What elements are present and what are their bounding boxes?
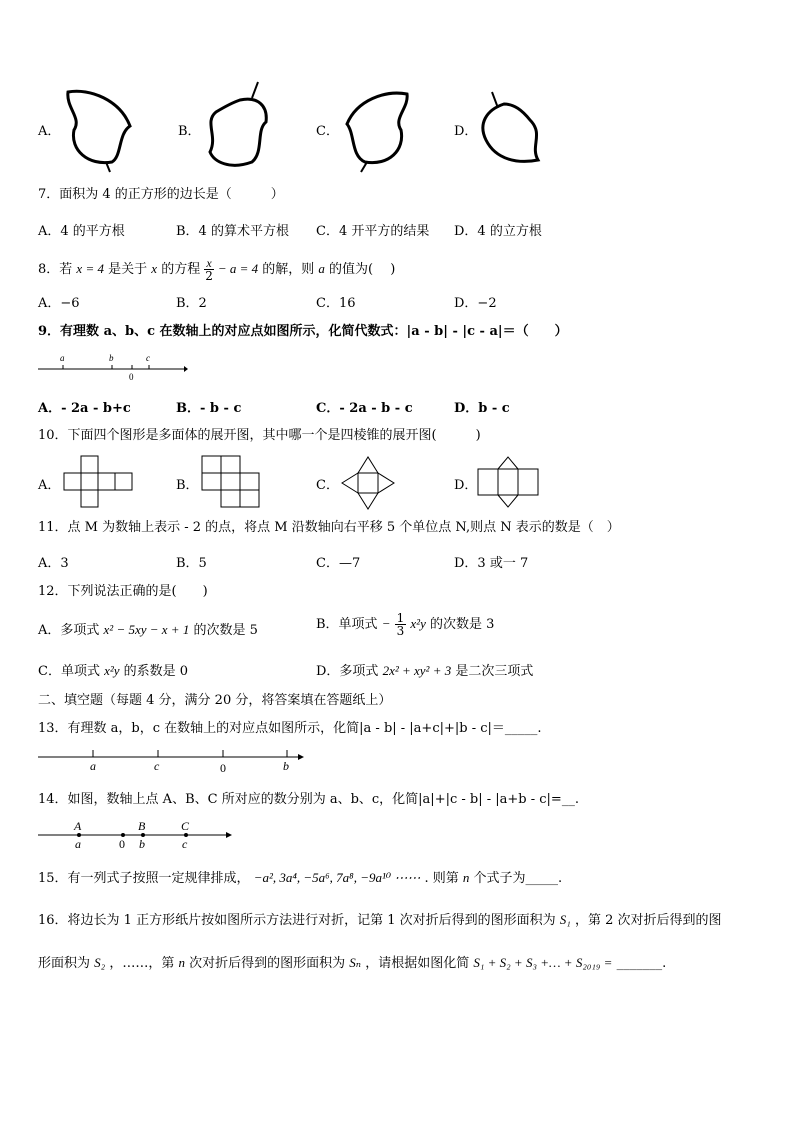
q10-label-d: D． [454, 478, 478, 493]
q16-line2 [38, 955, 666, 972]
q14-axis-A: A [74, 819, 82, 833]
q16-line2-mid2: 次对折后得到的图形面积为 [189, 956, 346, 971]
q12-option-d [316, 660, 533, 679]
q13-axis-zero: 0 [220, 761, 226, 774]
q13-number-line [36, 746, 308, 774]
q16-S1: S₁ [559, 912, 571, 927]
q9-option-c: C．- 2a - b - c [316, 401, 413, 416]
q12-c-expr: x²y [104, 663, 120, 678]
q10-label-c: C． [316, 478, 339, 493]
q12-d-pre: D．多项式 [316, 664, 379, 679]
q15-var-n: n [462, 870, 470, 885]
q16-line2-mid1: ，……，第 [109, 956, 175, 971]
q12-b-expr: x²y [410, 616, 426, 631]
q12-a-post: 的次数是 5 [193, 623, 258, 638]
q14-stem: 14．如图，数轴上点 A、B、C 所对应的数分别为 a、b、c，化简|a|+|c - b| - |a+b - c|=__. [38, 792, 579, 807]
q8-frac-den: 2 [205, 269, 213, 283]
q6-label-d: D． [454, 124, 478, 139]
q8-stem-end: 的值为( ) [329, 262, 396, 277]
q14-axis-c: c [182, 837, 188, 851]
q12-a-expr: x² − 5xy − x + 1 [103, 622, 190, 637]
q16-S2: S₂ [94, 955, 106, 970]
q8-eq-tail: − a = 4 [217, 261, 259, 276]
q7-stem: 7．面积为 4 的正方形的边长是（ ） [38, 187, 284, 202]
q16-line2-pre: 形面积为 [38, 956, 91, 971]
q6-leaf-b [200, 78, 280, 173]
q8-option-c: C．16 [316, 296, 356, 311]
q9-axis-a: a [60, 353, 65, 363]
q15-stem-pre: 15．有一列式子按照一定规律排成， [38, 871, 250, 886]
q15-sequence: −a², 3a⁴, −5a⁶, 7a⁸, −9a¹⁰ ⋯⋯ [253, 870, 421, 885]
q11-option-b: B．5 [176, 556, 207, 571]
q12-d-post: 是二次三项式 [455, 664, 534, 679]
q11-option-a: A．3 [38, 556, 69, 571]
q7-option-a: A．4 的平方根 [38, 224, 125, 239]
q15-stem-end: 个式子为_____. [473, 871, 563, 886]
q10-label-b: B． [176, 478, 199, 493]
q9-axis-b: b [109, 353, 114, 363]
q8-stem-mid3: 的解，则 [262, 262, 315, 277]
q9-stem: 9．有理数 a、b、c 在数轴上的对应点如图所示，化简代数式：|a - b| - |c - a|＝（ ） [38, 324, 568, 339]
q7-option-d: D．4 的立方根 [454, 224, 542, 239]
q12-b-post: 的次数是 3 [429, 617, 495, 632]
q8-frac-num: x [206, 256, 212, 270]
q12-b-fraction [395, 612, 407, 637]
q12-b-pre: B．单项式 [316, 617, 378, 632]
q9-option-a: A．- 2a - b+c [38, 401, 131, 416]
q16-var-n: n [178, 955, 185, 970]
q13-axis-b: b [283, 759, 289, 773]
q14-number-line [36, 818, 236, 852]
q8-option-d: D．−2 [454, 296, 497, 311]
q12-stem: 12．下列说法正确的是( ) [38, 584, 208, 599]
q7-option-c: C．4 开平方的结果 [316, 224, 430, 239]
q8-stem [38, 257, 395, 282]
q11-option-d: D．3 或一 7 [454, 556, 529, 571]
q10-net-a [60, 455, 136, 511]
q9-axis-c: c [146, 353, 150, 363]
section-heading: 二、填空题（每题 4 分，满分 20 分，将答案填在答题纸上） [38, 693, 392, 708]
q12-b-den: 3 [396, 624, 405, 638]
q15-stem [38, 870, 562, 887]
q8-option-a: A．−6 [38, 296, 80, 311]
q12-option-c [38, 660, 188, 679]
q16-line1-post: ，第 2 次对折后得到的图 [574, 913, 722, 928]
q14-axis-B: B [138, 819, 146, 833]
q10-net-b [198, 455, 264, 511]
q12-b-num: 1 [396, 611, 405, 625]
q11-option-c: C．—7 [316, 556, 361, 571]
q16-line1-pre: 16．将边长为 1 正方形纸片按如图所示方法进行对折，记第 1 次对折后得到的图形面积为 [38, 913, 556, 928]
q13-axis-a: a [90, 759, 96, 773]
q16-Sn: Sₙ [349, 955, 362, 970]
q13-axis-c: c [154, 759, 160, 773]
q6-leaf-c [335, 78, 415, 173]
q11-stem: 11．点 M 为数轴上表示 - 2 的点，将点 M 沿数轴向右平移 5 个单位点 N,则点 N 表示的数是（ ） [38, 520, 620, 535]
q16-answer-blank: _______. [616, 956, 667, 971]
q14-axis-b: b [139, 837, 145, 851]
q16-line2-mid3: ，请根据如图化简 [365, 956, 470, 971]
q10-net-c [338, 455, 400, 511]
q14-axis-zero: 0 [119, 837, 125, 851]
q13-stem: 13．有理数 a，b，c 在数轴上的对应点如图所示，化简|a - b| - |a+c|+|b - c|＝_____. [38, 721, 542, 736]
q12-a-pre: A．多项式 [38, 623, 100, 638]
q8-var-a: a [318, 261, 325, 276]
q16-line1 [38, 912, 721, 929]
q6-leaf-a [60, 78, 140, 173]
q6-leaf-d [472, 78, 552, 173]
q10-net-d [474, 455, 544, 511]
q12-option-a [38, 619, 258, 638]
q9-axis-zero: 0 [129, 372, 134, 382]
q14-axis-C: C [181, 819, 190, 833]
q8-stem-mid1: 是关于 [108, 262, 148, 277]
q8-stem-pre: 8．若 [38, 262, 73, 277]
q7-option-b: B．4 的算术平方根 [176, 224, 289, 239]
q6-label-a: A． [38, 124, 61, 139]
q8-option-b: B．2 [176, 296, 207, 311]
q8-var-x: x [151, 261, 158, 276]
q9-number-line [36, 350, 191, 382]
q8-fraction [204, 257, 213, 282]
q8-condition: x = 4 [76, 261, 104, 276]
q12-b-sign: − [381, 616, 391, 631]
q12-option-b [316, 612, 494, 637]
q14-axis-a: a [75, 837, 81, 851]
q6-label-c: C． [316, 124, 339, 139]
q12-d-expr: 2x² + xy² + 3 [382, 663, 452, 678]
q8-stem-mid2: 的方程 [161, 262, 201, 277]
q6-label-b: B． [178, 124, 201, 139]
q15-stem-mid: . 则第 [424, 871, 459, 886]
q9-option-b: B．- b - c [176, 401, 242, 416]
q10-stem: 10．下面四个图形是多面体的展开图，其中哪一个是四棱锥的展开图( ) [38, 428, 481, 443]
q9-option-d: D．b - c [454, 401, 510, 416]
q16-sum-expression: S₁ + S₂ + S₃ +… + S₂₀₁₉ = [473, 955, 613, 970]
q12-c-post: 的系数是 0 [123, 664, 189, 679]
q12-c-pre: C．单项式 [38, 664, 100, 679]
q10-label-a: A． [38, 478, 61, 493]
